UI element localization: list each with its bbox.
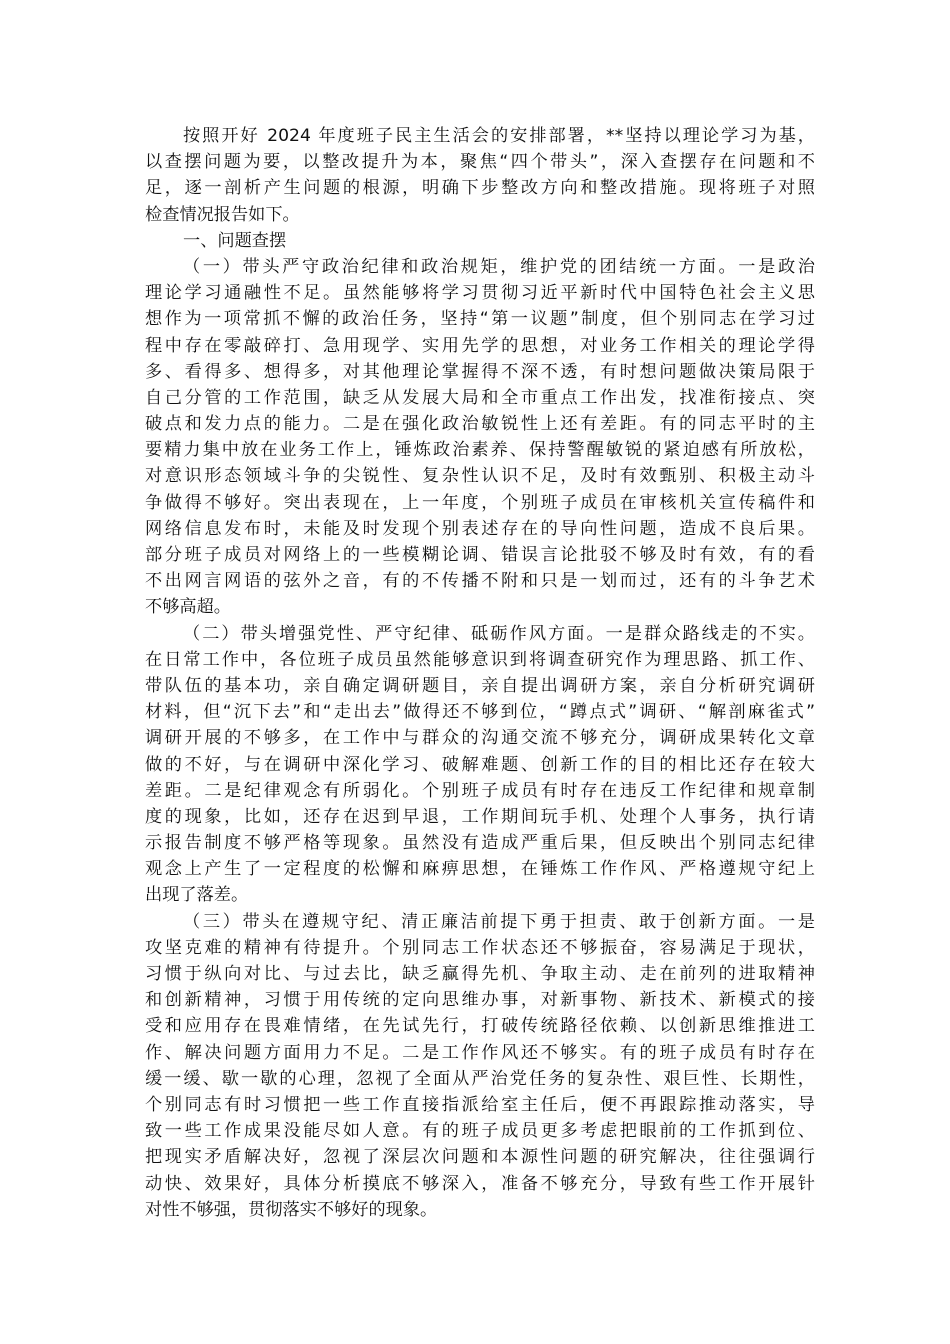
text-line: 理论学习通融性不足。虽然能够将学习贯彻习近平新时代中国特色社会主义思 <box>145 283 815 304</box>
text-line: 缓一缓、歇一歇的心理，忽视了全面从严治党任务的复杂性、艰巨性、长期性， <box>145 1068 815 1089</box>
text-line: 破点和发力点的能力。二是在强化政治敏锐性上还有差距。有的同志平时的主 <box>145 414 815 435</box>
text-line: 不出网言网语的弦外之音，有的不传播不附和只是一划而过，还有的斗争艺术 <box>145 571 815 592</box>
paragraph-item-3 <box>145 909 815 1223</box>
text-line: 观念上产生了一定程度的松懈和麻痹思想，在锤炼工作作风、严格遵规守纪上 <box>145 859 815 880</box>
heading-line: 一、问题查摆 <box>183 230 287 251</box>
text-line: 调研开展的不够多，在工作中与群众的沟通交流不够充分，调研成果转化文章 <box>145 728 815 749</box>
text-line: 多、看得多、想得多，对其他理论掌握得不深不透，有时想问题做决策局限于 <box>145 361 815 382</box>
text-line: 示报告制度不够严格等现象。虽然没有造成严重后果，但反映出个别同志纪律 <box>145 833 815 854</box>
paragraph-item-2 <box>145 621 815 909</box>
text-line: 足，逐一剖析产生问题的根源，明确下步整改方向和整改措施。现将班子对照 <box>145 178 815 199</box>
text-line: 对意识形态领域斗争的尖锐性、复杂性认识不足，及时有效甄别、积极主动斗 <box>145 466 815 487</box>
section-heading <box>145 228 815 254</box>
text-line: 检查情况报告如下。 <box>145 204 300 225</box>
paragraph-intro <box>145 123 815 228</box>
text-line: 以查摆问题为要，以整改提升为本，聚焦“四个带头”，深入查摆存在问题和不 <box>145 152 815 173</box>
text-line: 攻坚克难的精神有待提升。个别同志工作状态还不够振奋，容易满足于现状， <box>145 937 815 958</box>
text-line: 出现了落差。 <box>145 885 249 906</box>
text-line: 对性不够强，贯彻落实不够好的现象。 <box>145 1199 438 1220</box>
text-line: 度的现象，比如，还存在迟到早退，工作期间玩手机、处理个人事务，执行请 <box>145 806 815 827</box>
text-line: 争做得不够好。突出表现在，上一年度，个别班子成员在审核机关宣传稿件和 <box>145 492 815 513</box>
text-line: 在日常工作中，各位班子成员虽然能够意识到将调查研究作为理思路、抓工作、 <box>145 649 815 670</box>
text-line: 做的不好，与在调研中深化学习、破解难题、创新工作的目的相比还存在较大 <box>145 754 815 775</box>
text-line: （一）带头严守政治纪律和政治规矩，维护党的团结统一方面。一是政治 <box>183 256 815 277</box>
text-line: 差距。二是纪律观念有所弱化。个别班子成员有时存在违反工作纪律和规章制 <box>145 780 815 801</box>
text-line: 个别同志有时习惯把一些工作直接指派给室主任后，便不再跟踪推动落实，导 <box>145 1094 815 1115</box>
text-line: 把现实矛盾解决好，忽视了深层次问题和本源性问题的研究解决，往往强调行 <box>145 1147 815 1168</box>
text-line: 和创新精神，习惯于用传统的定向思维办事，对新事物、新技术、新模式的接 <box>145 990 815 1011</box>
document-body <box>145 123 815 1223</box>
text-line: 要精力集中放在业务工作上，锤炼政治素养、保持警醒敏锐的紧迫感有所放松， <box>145 440 815 461</box>
text-line: （二）带头增强党性、严守纪律、砥砺作风方面。一是群众路线走的不实。 <box>183 623 815 644</box>
text-line: 自己分管的工作范围，缺乏从发展大局和全市重点工作出发，找准衔接点、突 <box>145 387 815 408</box>
text-line: 想作为一项常抓不懈的政治任务，坚持“第一议题”制度，但个别同志在学习过 <box>145 309 815 330</box>
text-line: 带队伍的基本功，亲自确定调研题目，亲自提出调研方案，亲自分析研究调研 <box>145 675 815 696</box>
text-line: 网络信息发布时，未能及时发现个别表述存在的导向性问题，造成不良后果。 <box>145 518 815 539</box>
paragraph-item-1 <box>145 254 815 621</box>
text-line: 材料，但“沉下去”和“走出去”做得还不够到位，“蹲点式”调研、“解剖麻雀式” <box>145 702 815 723</box>
text-line: 作、解决问题方面用力不足。二是工作作风还不够实。有的班子成员有时存在 <box>145 1042 815 1063</box>
text-line: 受和应用存在畏难情绪，在先试先行，打破传统路径依赖、以创新思维推进工 <box>145 1016 815 1037</box>
text-line: 不够高超。 <box>145 597 231 618</box>
text-line: 习惯于纵向对比、与过去比，缺乏赢得先机、争取主动、走在前列的进取精神 <box>145 964 815 984</box>
text-line: 动快、效果好，具体分析摸底不够深入，准备不够充分，导致有些工作开展针 <box>145 1173 815 1194</box>
text-line: 程中存在零敲碎打、急用现学、实用先学的思想，对业务工作相关的理论学得 <box>145 335 815 356</box>
text-line: 部分班子成员对网络上的一些模糊论调、错误言论批驳不够及时有效，有的看 <box>145 545 815 565</box>
text-line: 按照开好 2024 年度班子民主生活会的安排部署，**坚持以理论学习为基， <box>183 126 815 146</box>
text-line: （三）带头在遵规守纪、清正廉洁前提下勇于担责、敢于创新方面。一是 <box>183 911 815 932</box>
text-line: 致一些工作成果没能尽如人意。有的班子成员更多考虑把眼前的工作抓到位、 <box>145 1121 815 1142</box>
